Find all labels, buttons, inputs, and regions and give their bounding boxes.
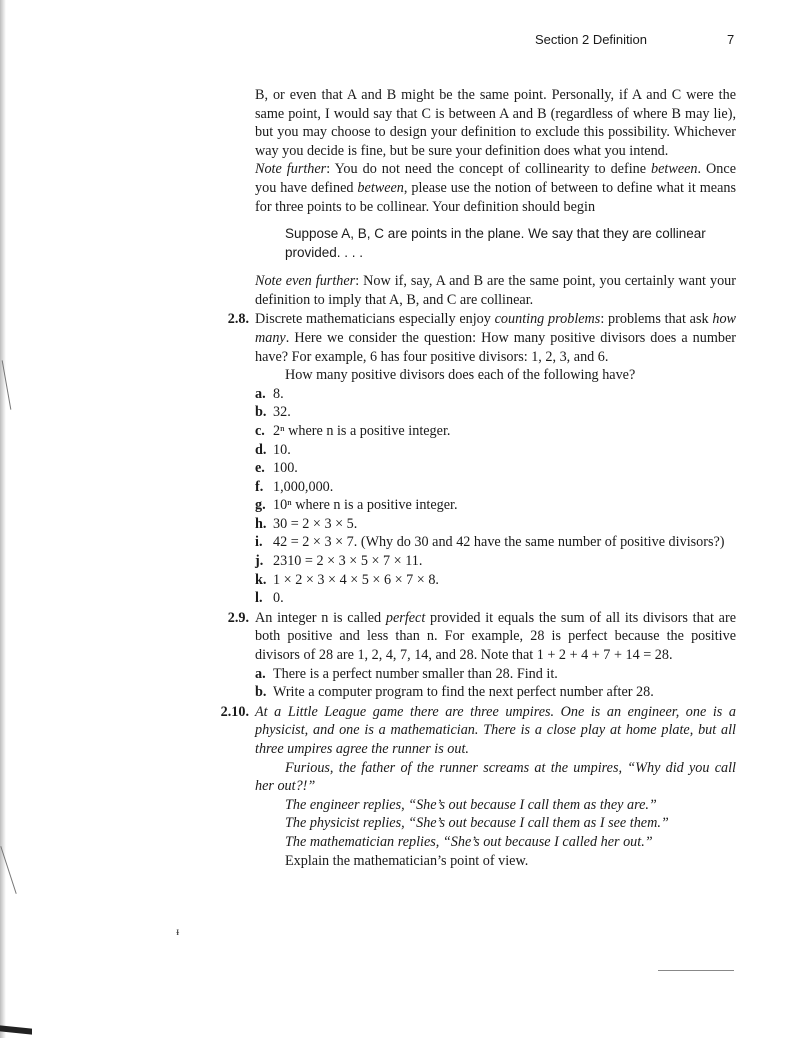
subitem-text: 30 = 2 × 3 × 5. [273, 515, 358, 532]
subitem-label: d. [255, 441, 267, 458]
subitem-text: 42 = 2 × 3 × 7. (Why do 30 and 42 have the same number of positive divisors?) [273, 534, 725, 551]
subitem-label: f. [255, 478, 264, 495]
section-title: Section 2 Definition [535, 32, 648, 47]
continued-exercise-note [255, 272, 736, 309]
note-label: Note further [255, 161, 327, 178]
exercise-task: Explain the mathematician’s point of view. [285, 852, 529, 869]
subitem-label: a. [255, 385, 266, 402]
subitem [255, 533, 736, 552]
exercise-text: Discrete mathematicians especially enjoy counting problems: problems that ask how many. Here we consider the question: How many positive divisors does a number have? For example, 6 has four positive divisors: 1, 2, 3, and 6. [255, 311, 736, 365]
subitem [255, 403, 736, 422]
exercise-number: 2.9. [227, 609, 249, 626]
subitem [255, 496, 736, 515]
subitem [255, 459, 736, 478]
subitem-text: Write a computer program to find the next perfect number after 28. [273, 684, 654, 701]
subitem-list [211, 665, 736, 702]
subitem-label: j. [255, 553, 264, 570]
subitem-text: There is a perfect number smaller than 28. Find it. [273, 665, 558, 682]
subitem-label: e. [255, 460, 265, 477]
subitem-label: b. [255, 404, 267, 421]
subitem [255, 683, 736, 702]
subitem-text: 0. [273, 590, 284, 607]
running-header [0, 32, 790, 50]
exercise-question: How many positive divisors does each of the following have? [285, 367, 636, 384]
subitem-label: l. [255, 590, 263, 607]
subitem-text: 10ⁿ where n is a positive integer. [273, 497, 458, 514]
subitem [255, 478, 736, 497]
subitem-label: a. [255, 665, 266, 682]
subitem [255, 571, 736, 590]
subitem-text: 32. [273, 404, 291, 421]
subitem [255, 441, 736, 460]
story-line: The physicist replies, “She’s out because I call them as I see them.” [285, 815, 669, 832]
story-line: The engineer replies, “She’s out because I call them as they are.” [285, 796, 657, 813]
subitem-label: k. [255, 571, 267, 588]
subitem [255, 665, 736, 684]
exercise-number: 2.8. [227, 311, 249, 328]
definition-quote: Suppose A, B, C are points in the plane. We say that they are collinear provided. . . . [285, 226, 706, 261]
note-paragraph: Note further: You do not need the concept of collinearity to define between. Once you have defined between, please use the notion of between to define what it means for three points to be collinear. Your definition should begin [255, 161, 736, 215]
subitem-text: 8. [273, 385, 284, 402]
subitem [255, 385, 736, 404]
exercise-2-10 [211, 703, 736, 870]
subitem [255, 422, 736, 441]
story-paragraph: At a Little League game there are three umpires. One is an engineer, one is a physicist, and one is a mathematician. There is a close play at home plate, but all three umpires agree the runner is out. [255, 703, 736, 757]
subitem-list [211, 385, 736, 608]
subitem-text: 2310 = 2 × 3 × 5 × 7 × 11. [273, 553, 423, 570]
subitem-text: 2ⁿ where n is a positive integer. [273, 422, 451, 439]
paragraph: B, or even that A and B might be the same point. Personally, if A and C were the same point, I would say that C is between A and B (regardless of where B may lie), but you may choose to design your definition to exclude this possibility. Whichever way you decide is fine, but be sure your definition does what you intend. [255, 87, 736, 159]
exercise-text: An integer n is called perfect provided it equals the sum of all its divisors that are both positive and less than n. For example, 28 is perfect because the positive divisors of 28 are 1, 2, 4, 7, 14, and 28. Note that 1 + 2 + 4 + 7 + 14 = 28. [255, 609, 736, 664]
subitem-label: h. [255, 515, 267, 532]
subitem [255, 552, 736, 571]
subitem-label: c. [255, 422, 265, 439]
subitem [255, 515, 736, 534]
note-paragraph: Note even further: Now if, say, A and B are the same point, you certainly want your definition to imply that A, B, and C are collinear. [255, 273, 736, 308]
exercise-2-9 [211, 609, 736, 665]
page-edge-shadow [0, 0, 6, 1038]
subitem-label: i. [255, 534, 263, 551]
subitem-text: 1 × 2 × 3 × 4 × 5 × 6 × 7 × 8. [273, 571, 439, 588]
page-number: 7 [727, 32, 735, 47]
subitem-text: 1,000,000. [273, 478, 334, 495]
story-paragraph: Furious, the father of the runner screams at the umpires, “Why did you call her out?!” [255, 759, 736, 795]
exercise-story [255, 703, 736, 870]
subitem-label: b. [255, 684, 267, 701]
exercise-2-8 [211, 310, 736, 366]
margin-speck: ᵻ [176, 924, 180, 938]
subitem-text: 100. [273, 460, 298, 477]
subitem [255, 589, 736, 608]
end-rule [658, 970, 734, 971]
exercise-number: 2.10. [220, 703, 249, 720]
subitem-label: g. [255, 497, 266, 514]
subitem-text: 10. [273, 441, 291, 458]
story-line: The mathematician replies, “She’s out because I called her out.” [285, 833, 653, 850]
page-body [211, 86, 736, 870]
note-label: Note even further [255, 273, 356, 290]
continued-exercise [255, 86, 736, 216]
